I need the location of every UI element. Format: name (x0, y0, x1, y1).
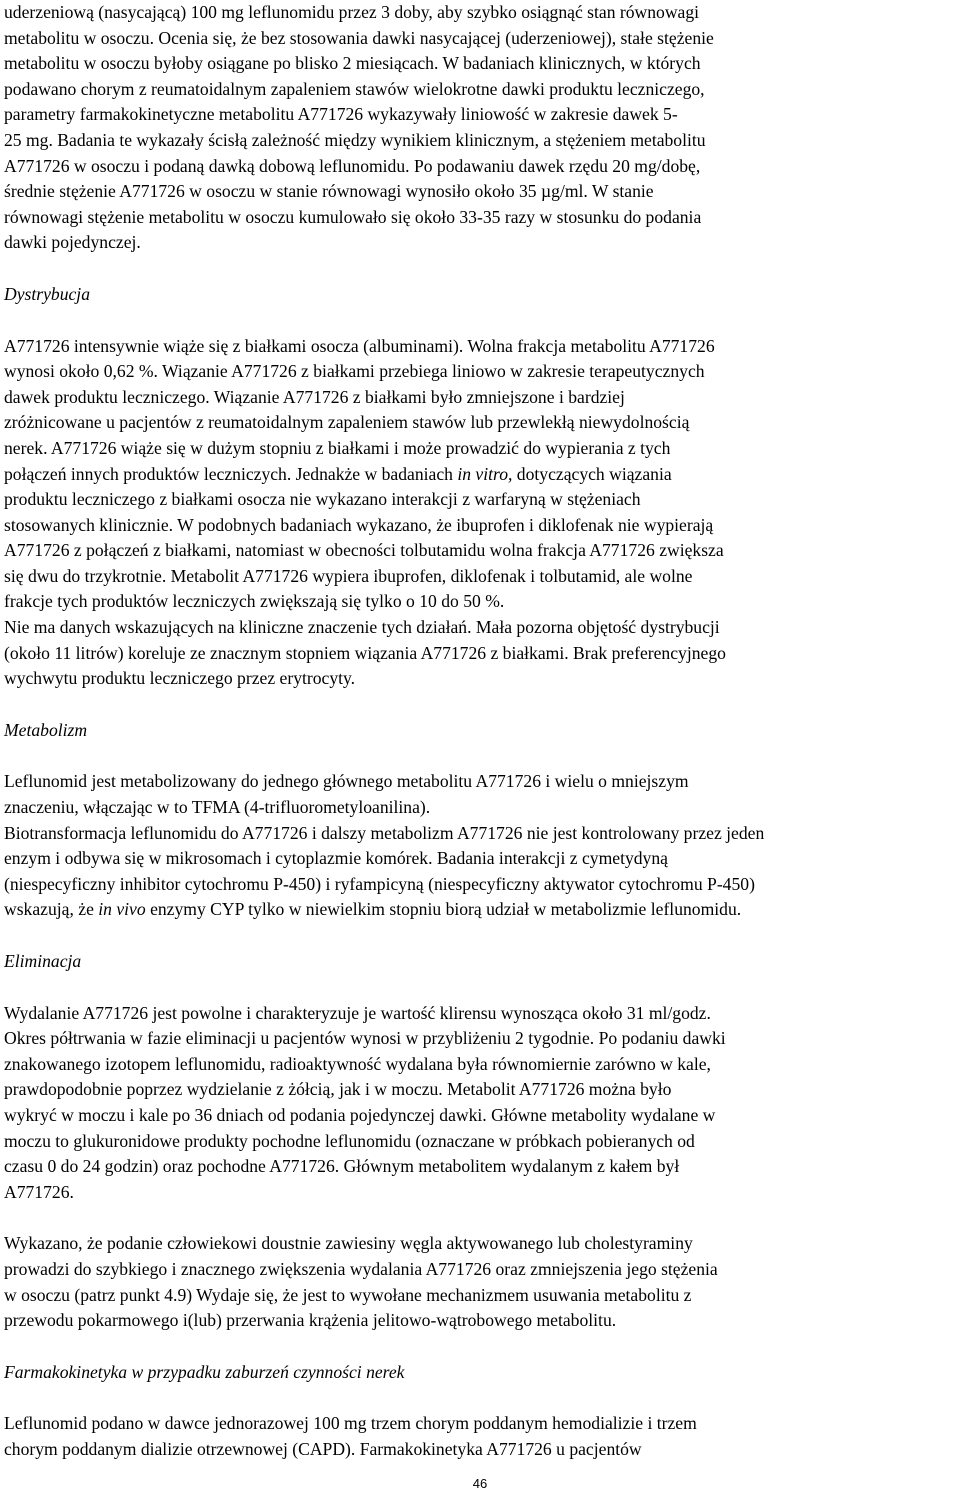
text-line: produktu leczniczego z białkami osocza nie wykazano interakcji z warfaryną w stężeniach (4, 489, 641, 510)
text-line: Okres półtrwania w fazie eliminacji u pacjentów wynosi w przybliżeniu 2 tygodnie. Po podaniu dawki (4, 1028, 726, 1049)
text-span: enzymy CYP tylko w niewielkim stopniu biorą udział w metabolizmie leflunomidu. (145, 899, 742, 920)
text-line: 25 mg. Badania te wykazały ścisłą zależność między wynikiem klinicznym, a stężeniem metabolitu (4, 129, 706, 150)
section-heading-distribution: Dystrybucja (4, 283, 90, 304)
text-line: moczu to glukuronidowe produkty pochodne leflunomidu (oznaczane w próbkach pobieranych od (4, 1130, 695, 1151)
text-line: równowagi stężenie metabolitu w osoczu kumulowało się około 33-35 razy w stosunku do podania (4, 206, 702, 227)
text-line: A771726 intensywnie wiąże się z białkami osocza (albuminami). Wolna frakcja metabolitu A771726 (4, 335, 715, 356)
text-span: połączeń innych produktów leczniczych. Jednakże w badaniach (4, 463, 458, 484)
text-line: nerek. A771726 wiąże się w dużym stopniu z białkami i może prowadzić do wypierania z tych (4, 437, 671, 458)
intro-paragraph (4, 0, 956, 256)
text-span: dotyczących wiązania (512, 463, 672, 484)
text-line: chorym poddanym dializie otrzewnowej (CAPD). Farmakokinetyka A771726 u pacjentów (4, 1438, 642, 1459)
text-line (4, 462, 956, 488)
section-heading-metabolism: Metabolizm (4, 719, 88, 740)
text-line: podawano chorym z reumatoidalnym zapaleniem stawów wielokrotne dawki produktu leczniczego, (4, 78, 705, 99)
elimination-paragraph (4, 1001, 956, 1206)
text-line: zróżnicowane u pacjentów z reumatoidalnym zapaleniem stawów lub przewlekłą niewydolnością (4, 412, 690, 433)
text-line: frakcje tych produktów leczniczych zwiększają się tylko o 10 do 50 %. (4, 591, 505, 612)
text-line: Leflunomid podano w dawce jednorazowej 100 mg trzem chorym poddanym hemodializie i trzem (4, 1413, 697, 1434)
italic-term: in vivo (98, 899, 146, 920)
text-line: A771726 w osoczu i podaną dawką dobową leflunomidu. Po podawaniu dawek rzędu 20 mg/dobę, (4, 155, 701, 176)
text-line: wychwytu produktu leczniczego przez erytrocyty. (4, 668, 356, 689)
text-line: (niespecyficzny inhibitor cytochromu P-450) i ryfampicyną (niespecyficzny aktywator cytochromu P-450) (4, 873, 755, 894)
text-line: Biotransformacja leflunomidu do A771726 i dalszy metabolizm A771726 nie jest kontrolowany przez jeden (4, 822, 765, 843)
text-line: w osoczu (patrz punkt 4.9) Wydaje się, że jest to wywołane mechanizmem usuwania metabolitu z (4, 1284, 692, 1305)
text-span: wskazują, że (4, 899, 99, 920)
text-line: metabolitu w osoczu. Ocenia się, że bez stosowania dawki nasycającej (uderzeniowej), stałe stężenie (4, 27, 714, 48)
text-line: A771726. (4, 1181, 74, 1202)
text-line: uderzeniową (nasycającą) 100 mg leflunomidu przez 3 doby, aby szybko osiągnąć stan równowagi (4, 2, 700, 22)
text-line: znaczeniu, włączając w to TFMA (4-trifluorometyloanilina). (4, 797, 431, 818)
text-line: Nie ma danych wskazujących na kliniczne znaczenie tych działań. Mała pozorna objętość dystrybucji (4, 617, 720, 638)
text-line: A771726 z połączeń z białkami, natomiast w obecności tolbutamidu wolna frakcja A771726 zwiększa (4, 540, 724, 561)
text-line: czasu 0 do 24 godzin) oraz pochodne A771726. Głównym metabolitem wydalanym z kałem był (4, 1156, 680, 1177)
text-line: prawdopodobnie poprzez wydzielanie z żółcią, jak i w moczu. Metabolit A771726 można było (4, 1079, 672, 1100)
text-line: metabolitu w osoczu byłoby osiągane po blisko 2 miesiącach. W badaniach klinicznych, w których (4, 53, 701, 74)
text-line: Wydalanie A771726 jest powolne i charakteryzuje je wartość klirensu wynosząca około 31 ml/godz. (4, 1002, 711, 1023)
text-line: średnie stężenie A771726 w osoczu w stanie równowagi wynosiło około 35 µg/ml. W stanie (4, 181, 654, 202)
text-line (4, 897, 956, 923)
section-heading-elimination: Eliminacja (4, 951, 82, 971)
text-line: znakowanego izotopem leflunomidu, radioaktywność wydalana była równomiernie zarówno w kale, (4, 1053, 711, 1074)
text-line: dawek produktu leczniczego. Wiązanie A771726 z białkami było zmniejszone i bardziej (4, 386, 625, 407)
metabolism-paragraph (4, 769, 956, 923)
text-line: enzym i odbywa się w mikrosomach i cytoplazmie komórek. Badania interakcji z cymetydyną (4, 848, 668, 869)
text-line: parametry farmakokinetyczne metabolitu A771726 wykazywały liniowość w zakresie dawek 5- (4, 104, 678, 125)
text-line: stosowanych klinicznie. W podobnych badaniach wykazano, że ibuprofen i diklofenak nie wypierają (4, 514, 714, 535)
italic-term: in vitro, (457, 463, 513, 484)
document-page (4, 0, 956, 1463)
text-line: prowadzi do szybkiego i znacznego zwiększenia wydalania A771726 oraz zmniejszenia jego stężenia (4, 1258, 718, 1279)
section-heading-renal: Farmakokinetyka w przypadku zaburzeń czynności nerek (4, 1361, 405, 1382)
renal-paragraph (4, 1411, 956, 1462)
distribution-paragraph (4, 334, 956, 692)
text-line: dawki pojedynczej. (4, 232, 141, 253)
text-line: Wykazano, że podanie człowiekowi doustnie zawiesiny węgla aktywowanego lub cholestyraminy (4, 1233, 693, 1254)
page-number: 46 (472, 1476, 488, 1491)
text-line: Leflunomid jest metabolizowany do jednego głównego metabolitu A771726 i wielu o mniejszym (4, 771, 689, 792)
text-line: wykryć w moczu i kale po 36 dniach od podania pojedynczej dawki. Główne metabolity wydalane w (4, 1104, 716, 1125)
elimination-paragraph-2 (4, 1231, 956, 1333)
text-line: (około 11 litrów) koreluje ze znacznym stopniem wiązania A771726 z białkami. Brak preferencyjnego (4, 642, 726, 663)
text-line: wynosi około 0,62 %. Wiązanie A771726 z białkami przebiega liniowo w zakresie terapeutycznych (4, 361, 705, 382)
text-line: przewodu pokarmowego i(lub) przerwania krążenia jelitowo-wątrobowego metabolitu. (4, 1310, 617, 1331)
text-line: się dwu do trzykrotnie. Metabolit A771726 wypiera ibuprofen, diklofenak i tolbutamid, ale wolne (4, 565, 693, 586)
